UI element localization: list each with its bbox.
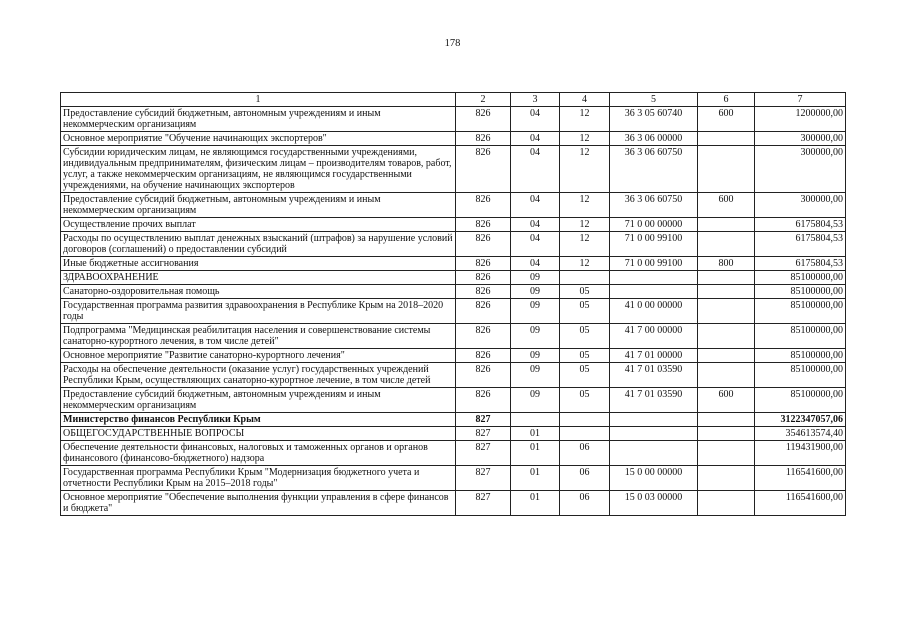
- amount-cell: 354613574,40: [755, 427, 846, 441]
- expense-type-cell: [698, 146, 755, 193]
- section-code-cell: 09: [511, 363, 560, 388]
- table-row: [61, 427, 846, 441]
- ministry-code-cell: 826: [456, 299, 511, 324]
- target-article-cell: [610, 441, 698, 466]
- target-article-cell: 71 0 00 99100: [610, 257, 698, 271]
- amount-cell: 85100000,00: [755, 271, 846, 285]
- amount-cell: 6175804,53: [755, 232, 846, 257]
- row-name-cell: Предоставление субсидий бюджетным, автономным учреждениям и иным некоммерческим организациям: [61, 107, 456, 132]
- subsection-code-cell: [560, 427, 610, 441]
- amount-cell: 85100000,00: [755, 299, 846, 324]
- page-number: 178: [444, 38, 461, 49]
- expense-type-cell: 800: [698, 257, 755, 271]
- target-article-cell: [610, 271, 698, 285]
- amount-cell: 116541600,00: [755, 466, 846, 491]
- table-row: [61, 132, 846, 146]
- amount-cell: 85100000,00: [755, 363, 846, 388]
- section-code-cell: 04: [511, 146, 560, 193]
- target-article-cell: 71 0 00 00000: [610, 218, 698, 232]
- ministry-code-cell: 826: [456, 363, 511, 388]
- expense-type-cell: 600: [698, 107, 755, 132]
- table-header-row: [61, 93, 846, 107]
- ministry-code-cell: 827: [456, 427, 511, 441]
- table-row: [61, 285, 846, 299]
- row-name-cell: ЗДРАВООХРАНЕНИЕ: [61, 271, 456, 285]
- subsection-code-cell: 05: [560, 299, 610, 324]
- ministry-code-cell: 826: [456, 193, 511, 218]
- subsection-code-cell: 06: [560, 491, 610, 516]
- section-code-cell: 04: [511, 132, 560, 146]
- amount-cell: 85100000,00: [755, 388, 846, 413]
- row-name-cell: Предоставление субсидий бюджетным, автономным учреждениям и иным некоммерческим организациям: [61, 193, 456, 218]
- amount-cell: 3122347057,06: [755, 413, 846, 427]
- table-row: [61, 257, 846, 271]
- target-article-cell: 41 7 01 03590: [610, 388, 698, 413]
- target-article-cell: 41 0 00 00000: [610, 299, 698, 324]
- subsection-code-cell: 12: [560, 146, 610, 193]
- section-code-cell: 04: [511, 193, 560, 218]
- ministry-code-cell: 826: [456, 349, 511, 363]
- subsection-code-cell: 12: [560, 193, 610, 218]
- amount-cell: 116541600,00: [755, 491, 846, 516]
- budget-table: [60, 92, 846, 516]
- expense-type-cell: [698, 413, 755, 427]
- subsection-code-cell: 05: [560, 349, 610, 363]
- ministry-code-cell: 826: [456, 388, 511, 413]
- expense-type-cell: [698, 363, 755, 388]
- target-article-cell: 15 0 00 00000: [610, 466, 698, 491]
- row-name-cell: Государственная программа развития здравоохранения в Республике Крым на 2018–2020 годы: [61, 299, 456, 324]
- section-code-cell: 01: [511, 427, 560, 441]
- row-name-cell: Обеспечение деятельности финансовых, налоговых и таможенных органов и органов финансового (финансово-бюджетного) надзора: [61, 441, 456, 466]
- expense-type-cell: [698, 466, 755, 491]
- row-name-cell: Основное мероприятие "Развитие санаторно-курортного лечения": [61, 349, 456, 363]
- row-name-cell: Основное мероприятие "Обеспечение выполнения функции управления в сфере финансов и бюджета": [61, 491, 456, 516]
- row-name-cell: Иные бюджетные ассигнования: [61, 257, 456, 271]
- header-cell-1: 1: [61, 93, 456, 107]
- row-name-cell: Расходы по осуществлению выплат денежных взысканий (штрафов) за нарушение условий договоров (соглашений) о предоставлении субсидий: [61, 232, 456, 257]
- section-code-cell: 09: [511, 299, 560, 324]
- table-row: [61, 324, 846, 349]
- amount-cell: 85100000,00: [755, 324, 846, 349]
- expense-type-cell: [698, 324, 755, 349]
- header-cell-4: 4: [560, 93, 610, 107]
- section-code-cell: 09: [511, 388, 560, 413]
- expense-type-cell: [698, 218, 755, 232]
- amount-cell: 300000,00: [755, 146, 846, 193]
- subsection-code-cell: 06: [560, 441, 610, 466]
- subsection-code-cell: 12: [560, 232, 610, 257]
- expense-type-cell: [698, 427, 755, 441]
- expense-type-cell: [698, 132, 755, 146]
- ministry-code-cell: 827: [456, 413, 511, 427]
- subsection-code-cell: 05: [560, 388, 610, 413]
- table-row: [61, 193, 846, 218]
- table-row: [61, 388, 846, 413]
- row-name-cell: Министерство финансов Республики Крым: [61, 413, 456, 427]
- ministry-code-cell: 826: [456, 324, 511, 349]
- section-code-cell: 09: [511, 324, 560, 349]
- subsection-code-cell: 05: [560, 285, 610, 299]
- target-article-cell: [610, 285, 698, 299]
- expense-type-cell: [698, 232, 755, 257]
- amount-cell: 6175804,53: [755, 257, 846, 271]
- ministry-code-cell: 826: [456, 271, 511, 285]
- expense-type-cell: 600: [698, 193, 755, 218]
- table-row: [61, 218, 846, 232]
- target-article-cell: 36 3 05 60740: [610, 107, 698, 132]
- subsection-code-cell: 12: [560, 107, 610, 132]
- amount-cell: 1200000,00: [755, 107, 846, 132]
- amount-cell: 300000,00: [755, 132, 846, 146]
- row-name-cell: Субсидии юридическим лицам, не являющимся государственными учреждениями, индивидуальным предпринимателям, физическим лицам – производителям товаров, работ, услуг, а также некоммерческим организациям, не являющимся государственными учреждениями, на обучение начинающих экспортеров: [61, 146, 456, 193]
- expense-type-cell: [698, 271, 755, 285]
- target-article-cell: [610, 427, 698, 441]
- amount-cell: 300000,00: [755, 193, 846, 218]
- section-code-cell: [511, 413, 560, 427]
- table-row: [61, 363, 846, 388]
- row-name-cell: Осуществление прочих выплат: [61, 218, 456, 232]
- ministry-code-cell: 826: [456, 257, 511, 271]
- amount-cell: 119431900,00: [755, 441, 846, 466]
- header-cell-7: 7: [755, 93, 846, 107]
- target-article-cell: 36 3 06 60750: [610, 193, 698, 218]
- table-row: [61, 491, 846, 516]
- expense-type-cell: [698, 441, 755, 466]
- expense-type-cell: [698, 285, 755, 299]
- table-row: [61, 232, 846, 257]
- subsection-code-cell: 06: [560, 466, 610, 491]
- section-code-cell: 04: [511, 107, 560, 132]
- table-row: [61, 413, 846, 427]
- section-code-cell: 01: [511, 491, 560, 516]
- section-code-cell: 09: [511, 271, 560, 285]
- header-cell-5: 5: [610, 93, 698, 107]
- table-row: [61, 271, 846, 285]
- table-row: [61, 349, 846, 363]
- subsection-code-cell: 12: [560, 257, 610, 271]
- ministry-code-cell: 827: [456, 491, 511, 516]
- row-name-cell: Расходы на обеспечение деятельности (оказание услуг) государственных учреждений Республики Крым, осуществляющих санаторно-курортное лечение, в том числе детей: [61, 363, 456, 388]
- header-cell-2: 2: [456, 93, 511, 107]
- section-code-cell: 09: [511, 285, 560, 299]
- expense-type-cell: 600: [698, 388, 755, 413]
- table-row: [61, 466, 846, 491]
- row-name-cell: Предоставление субсидий бюджетным, автономным учреждениям и иным некоммерческим организациям: [61, 388, 456, 413]
- row-name-cell: ОБЩЕГОСУДАРСТВЕННЫЕ ВОПРОСЫ: [61, 427, 456, 441]
- section-code-cell: 04: [511, 232, 560, 257]
- row-name-cell: Подпрограмма "Медицинская реабилитация населения и совершенствование системы санаторно-курортного лечения, в том числе детей": [61, 324, 456, 349]
- section-code-cell: 04: [511, 218, 560, 232]
- target-article-cell: 71 0 00 99100: [610, 232, 698, 257]
- ministry-code-cell: 827: [456, 441, 511, 466]
- ministry-code-cell: 826: [456, 132, 511, 146]
- row-name-cell: Санаторно-оздоровительная помощь: [61, 285, 456, 299]
- header-cell-6: 6: [698, 93, 755, 107]
- table-row: [61, 299, 846, 324]
- header-cell-3: 3: [511, 93, 560, 107]
- amount-cell: 85100000,00: [755, 285, 846, 299]
- target-article-cell: 36 3 06 60750: [610, 146, 698, 193]
- subsection-code-cell: 05: [560, 363, 610, 388]
- ministry-code-cell: 826: [456, 107, 511, 132]
- ministry-code-cell: 826: [456, 232, 511, 257]
- expense-type-cell: [698, 299, 755, 324]
- row-name-cell: Основное мероприятие "Обучение начинающих экспортеров": [61, 132, 456, 146]
- subsection-code-cell: 05: [560, 324, 610, 349]
- target-article-cell: 41 7 00 00000: [610, 324, 698, 349]
- target-article-cell: 41 7 01 03590: [610, 363, 698, 388]
- subsection-code-cell: 12: [560, 132, 610, 146]
- section-code-cell: 01: [511, 466, 560, 491]
- section-code-cell: 04: [511, 257, 560, 271]
- subsection-code-cell: [560, 413, 610, 427]
- section-code-cell: 01: [511, 441, 560, 466]
- target-article-cell: 36 3 06 00000: [610, 132, 698, 146]
- table-row: [61, 441, 846, 466]
- target-article-cell: [610, 413, 698, 427]
- target-article-cell: 41 7 01 00000: [610, 349, 698, 363]
- amount-cell: 85100000,00: [755, 349, 846, 363]
- table-row: [61, 107, 846, 132]
- ministry-code-cell: 826: [456, 285, 511, 299]
- row-name-cell: Государственная программа Республики Крым "Модернизация бюджетного учета и отчетности Республики Крым на 2015–2018 годы": [61, 466, 456, 491]
- section-code-cell: 09: [511, 349, 560, 363]
- expense-type-cell: [698, 349, 755, 363]
- target-article-cell: 15 0 03 00000: [610, 491, 698, 516]
- expense-type-cell: [698, 491, 755, 516]
- subsection-code-cell: [560, 271, 610, 285]
- ministry-code-cell: 826: [456, 146, 511, 193]
- table-row: [61, 146, 846, 193]
- ministry-code-cell: 826: [456, 218, 511, 232]
- subsection-code-cell: 12: [560, 218, 610, 232]
- ministry-code-cell: 827: [456, 466, 511, 491]
- amount-cell: 6175804,53: [755, 218, 846, 232]
